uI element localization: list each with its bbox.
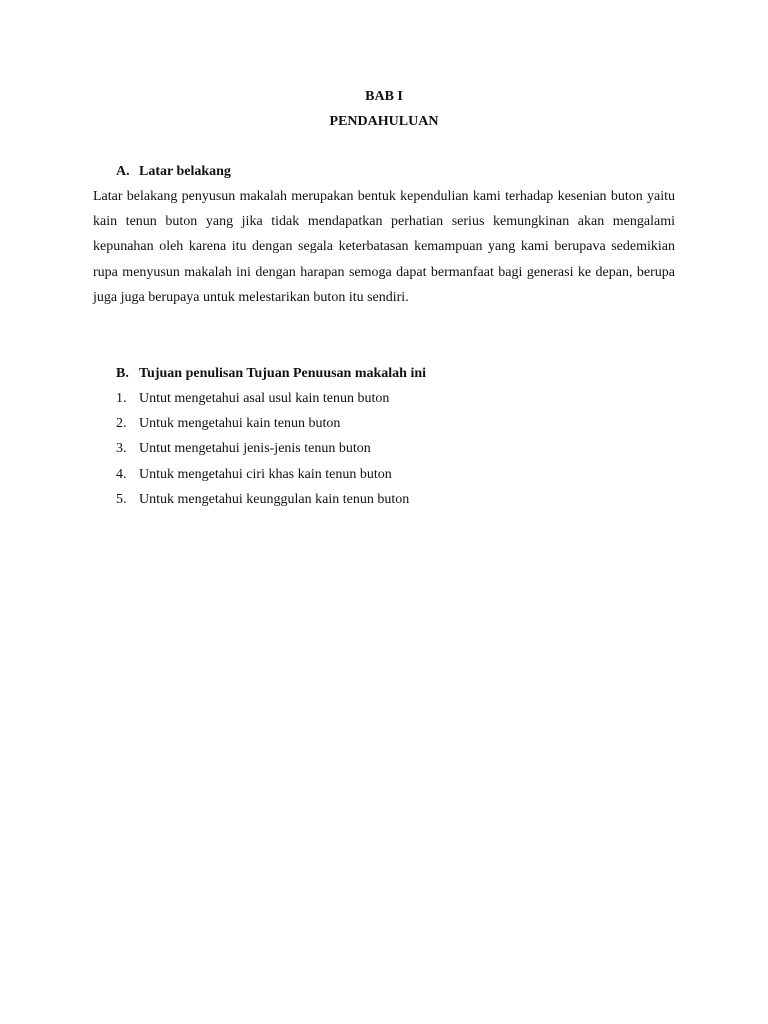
list-item-text: Untut mengetahui jenis-jenis tenun buton [139, 441, 371, 457]
list-item-number: 1. [116, 391, 127, 406]
list-item-number: 3. [116, 441, 127, 457]
list-item [116, 414, 409, 439]
section-b-marker: B. [116, 366, 129, 381]
chapter-title: PENDAHULUAN [329, 114, 439, 129]
section-b-title: Tujuan penulisan Tujuan Penuusan makalah ini [139, 366, 427, 381]
list-item-number: 4. [116, 466, 127, 482]
list-item-text: Untuk mengetahui keunggulan kain tenun buton [139, 491, 410, 507]
section-b-heading [116, 364, 426, 384]
section-a-heading [116, 162, 231, 182]
list-item-text: Untuk mengetahui ciri khas kain tenun buton [139, 466, 392, 482]
list-item [116, 490, 409, 515]
goal-list [116, 389, 409, 515]
list-item-text: Untuk mengetahui kain tenun buton [139, 416, 341, 432]
list-item-number: 2. [116, 416, 127, 432]
list-item [116, 389, 409, 414]
list-item-text: Untut mengetahui asal usul kain tenun buton [139, 391, 390, 406]
section-a-marker: A. [116, 164, 130, 179]
list-item [116, 465, 409, 490]
list-item [116, 439, 409, 464]
chapter-number: BAB I [365, 89, 403, 104]
list-item-number: 5. [116, 491, 127, 507]
background-paragraph: Latar belakang penyusun makalah merupakan bentuk kependulian kami terhadap kesenian buton yaitu kain tenun buton yang jika tidak mendapatkan perhatian serius kemungkinan akan mengalami kepunahan oleh karena itu dengan segala keterbatasan kemampuan yang kami berupava sedemikian rupa menyusun makalah ini dengan harapan semoga dapat bermanfaat bagi generasi ke depan, berupa juga juga berupaya untuk melestarikan buton itu sendiri. [93, 189, 675, 305]
section-a-title: Latar belakang [139, 164, 231, 179]
